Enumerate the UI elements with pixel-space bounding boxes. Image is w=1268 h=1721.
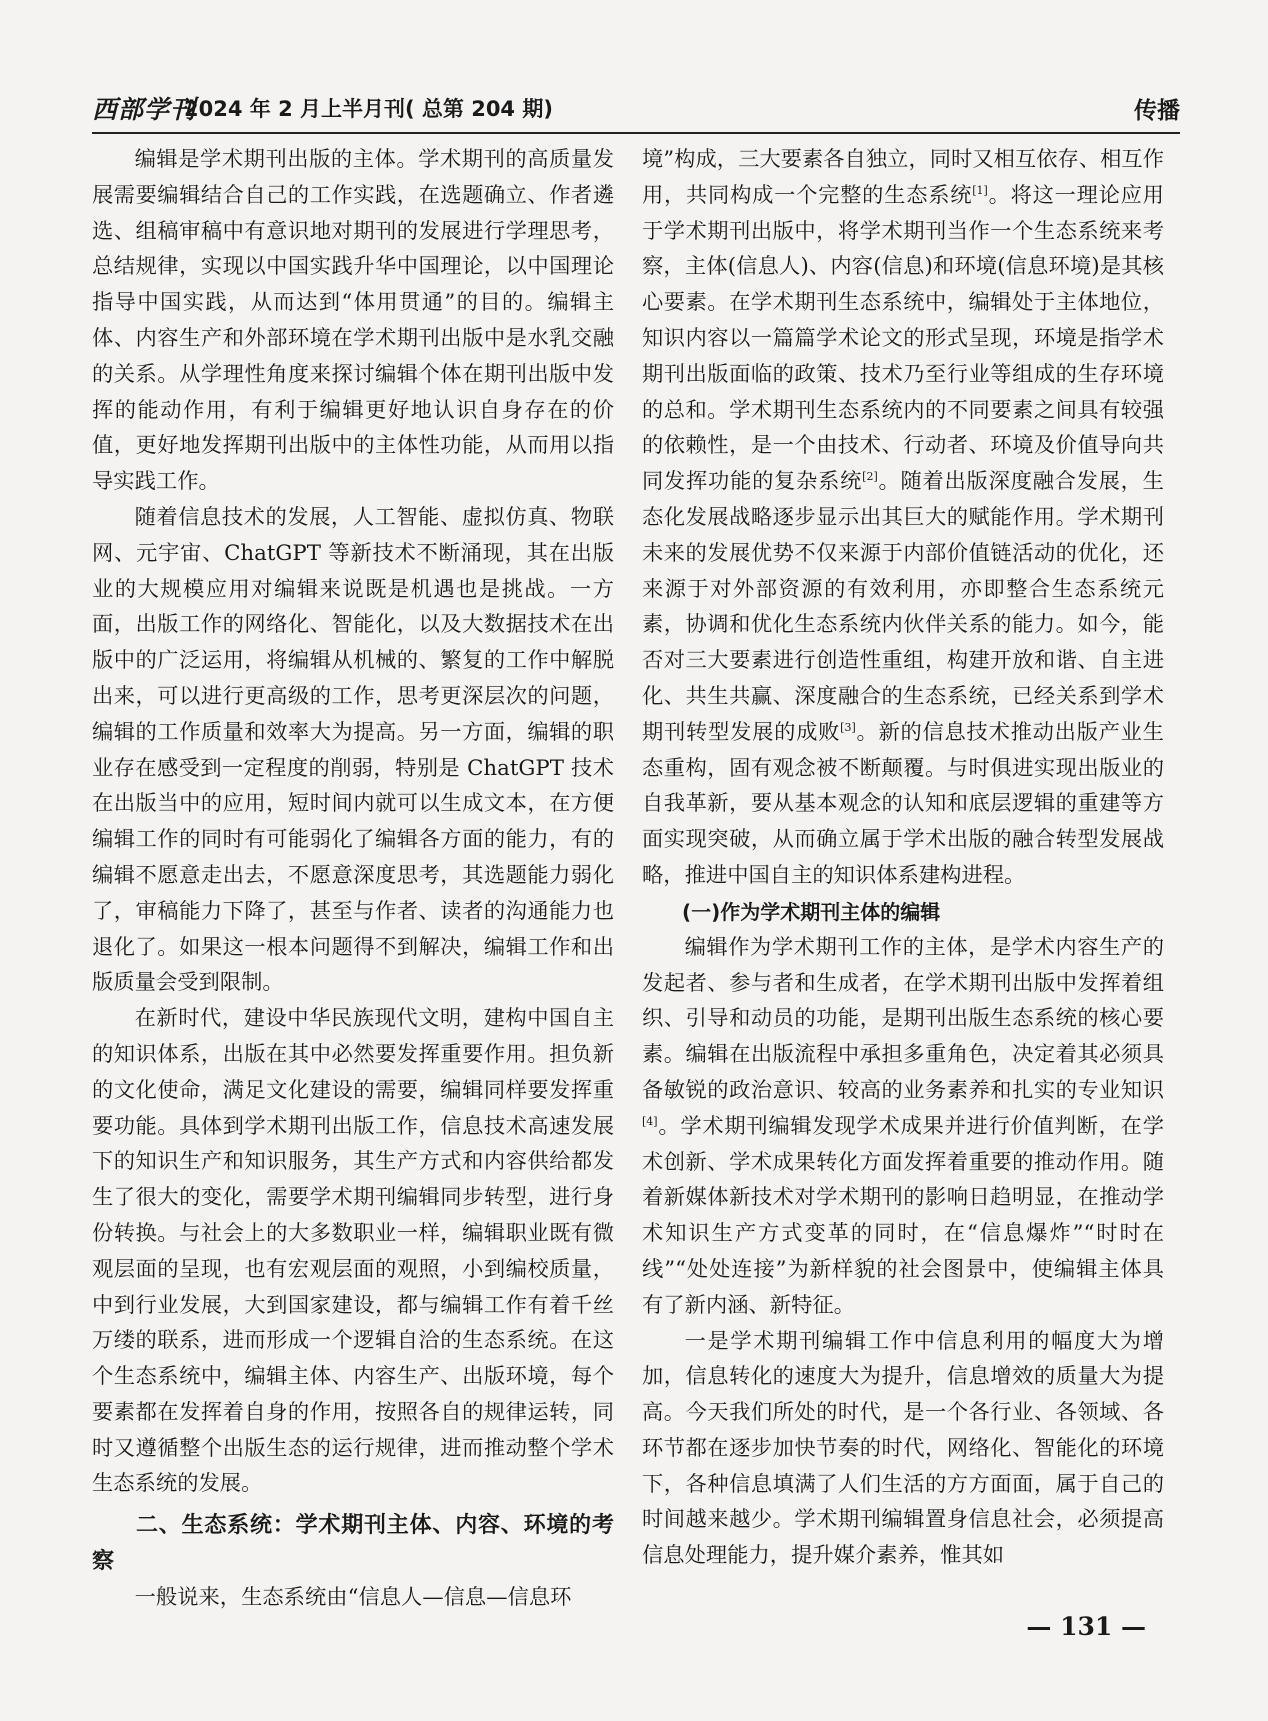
- paragraph: [642, 142, 1164, 894]
- paragraph: 一般说来，生态系统由“信息人—信息—信息环: [134, 1585, 572, 1611]
- citation-ref: [4]: [642, 1114, 658, 1128]
- paragraph: 一是学术期刊编辑工作中信息利用的幅度大为增加，信息转化的速度大为提升，信息增效的质量大为提高。今天我们所处的时代，是一个各行业、各领域、各环节都在逐步加快节奏的时代，网络化、智能化的环境下，各种信息填满了人们生活的方方面面，属于自己的时间越来越少。学术期刊编辑置身信息社会，必须提高信息处理能力，提升媒介素养，惟其如: [642, 1328, 1164, 1569]
- text-run: 境”构成，三大要素各自独立，同时又相互依存、相互作用，共同构成一个完整的生态系统: [642, 147, 1165, 208]
- left-column: [92, 142, 614, 1616]
- section-tag: 传播: [1134, 98, 1180, 124]
- citation-ref: [1]: [972, 183, 988, 197]
- paragraph: 编辑是学术期刊出版的主体。学术期刊的高质量发展需要编辑结合自己的工作实践，在选题确立、作者遴选、组稿审稿中有意识地对期刊的发展进行学理思考，总结规律，实现以中国实践升华中国理论，以中国理论指导中国实践，从而达到“体用贯通”的目的。编辑主体、内容生产和外部环境在学术期刊出版中是水乳交融的关系。从学理性角度来探讨编辑个体在期刊出版中发挥的能动作用，有利于编辑更好地认识自身存在的价值，更好地发挥期刊出版中的主体性功能，从而用以指导实践工作。: [92, 147, 614, 495]
- page-number: — 131 —: [1026, 1612, 1146, 1641]
- paragraph: [642, 930, 1164, 1324]
- text-run: 。将这一理论应用于学术期刊出版中，将学术期刊当作一个生态系统来考察，主体(信息人)、内容(信息)和环境(信息环境)是其核心要素。在学术期刊生态系统中，编辑处于主体地位，知识内容以一篇篇学术论文的形式呈现，环境是指学术期刊出版面临的政策、技术乃至行业等组成的生存环境的总和。学术期刊生态系统内的不同要素之间具有较强的依赖性，是一个由技术、行动者、环境及价值导向共同发挥功能的复杂系统: [642, 182, 1164, 495]
- paragraph: 在新时代，建设中华民族现代文明，建构中国自主的知识体系，出版在其中必然要发挥重要作用。担负新的文化使命，满足文化建设的需要，编辑同样要发挥重要功能。具体到学术期刊出版工作，信息技术高速发展下的知识生产和知识服务，其生产方式和内容供给都发生了很大的变化，需要学术期刊编辑同步转型，进行身份转换。与社会上的大多数职业一样，编辑职业既有微观层面的呈现，也有宏观层面的观照，小到编校质量，中到行业发展，大到国家建设，都与编辑工作有着千丝万缕的联系，进而形成一个逻辑自洽的生态系统。在这个生态系统中，编辑主体、内容生产、出版环境，每个要素都在发挥着自身的作用，按照各自的规律运转，同时又遵循整个出版生态的运行规律，进而推动整个学术生态系统的发展。: [92, 1006, 614, 1497]
- paragraph: 随着信息技术的发展，人工智能、虚拟仿真、物联网、元宇宙、ChatGPT 等新技术不断涌现，其在出版业的大规模应用对编辑来说既是机遇也是挑战。一方面，出版工作的网络化、智能化，以及大数据技术在出版中的广泛运用，将编辑从机械的、繁复的工作中解脱出来，可以进行更高级的工作，思考更深层次的问题，编辑的工作质量和效率大为提高。另一方面，编辑的职业存在感受到一定程度的削弱，特别是 ChatGPT 技术在出版当中的应用，短时间内就可以生成文本，在方便编辑工作的同时有可能弱化了编辑各方面的能力，有的编辑不愿意走出去，不愿意深度思考，其选题能力弱化了，审稿能力下降了，甚至与作者、读者的沟通能力也退化了。如果这一根本问题得不到解决，编辑工作和出版质量会受到限制。: [92, 504, 614, 996]
- section-heading: 二、生态系统：学术期刊主体、内容、环境的考察: [92, 1513, 614, 1575]
- text-run: 。学术期刊编辑发现学术成果并进行价值判断，在学术创新、学术成果转化方面发挥着重要的推动作用。随着新媒体新技术对学术期刊的影响日趋明显，在推动学术知识生产方式变革的同时，在“信息爆炸”“时时在线”“处处连接”为新样貌的社会图景中，使编辑主体具有了新内涵、新特征。: [642, 1113, 1164, 1318]
- citation-ref: [2]: [862, 470, 878, 484]
- text-run: 。新的信息技术推动出版产业生态重构，固有观念被不断颠覆。与时俱进实现出版业的自我革新，要从基本观念的认知和底层逻辑的重建等方面实现突破，从而确立属于学术出版的融合转型发展战略，推进中国自主的知识体系建构进程。: [642, 719, 1164, 888]
- text-run: 编辑作为学术期刊工作的主体，是学术内容生产的发起者、参与者和生成者，在学术期刊出版中发挥着组织、引导和动员的功能，是期刊出版生态系统的核心要素。编辑在出版流程中承担多重角色，决定着其必须具备敏锐的政治意识、较高的业务素养和扎实的专业知识: [642, 934, 1164, 1103]
- journal-logo: 西部学刊: [92, 95, 197, 124]
- issue-info: 2024 年 2 月上半月刊( 总第 204 期): [184, 97, 553, 121]
- page-header: [92, 86, 1180, 134]
- text-run: 。随着出版深度融合发展，生态化发展战略逐步显示出其巨大的赋能作用。学术期刊未来的发展优势不仅来源于内部价值链活动的优化，还来源于对外部资源的有效利用，亦即整合生态系统元素，协调和优化生态系统内伙伴关系的能力。如今，能否对三大要素进行创造性重组，构建开放和谐、自主进化、共生共赢、深度融合的生态系统，已经关系到学术期刊转型发展的成败: [642, 469, 1164, 745]
- subsection-heading: (一)作为学术期刊主体的编辑: [682, 899, 941, 924]
- right-column: [642, 142, 1164, 1574]
- citation-ref: [3]: [840, 720, 856, 734]
